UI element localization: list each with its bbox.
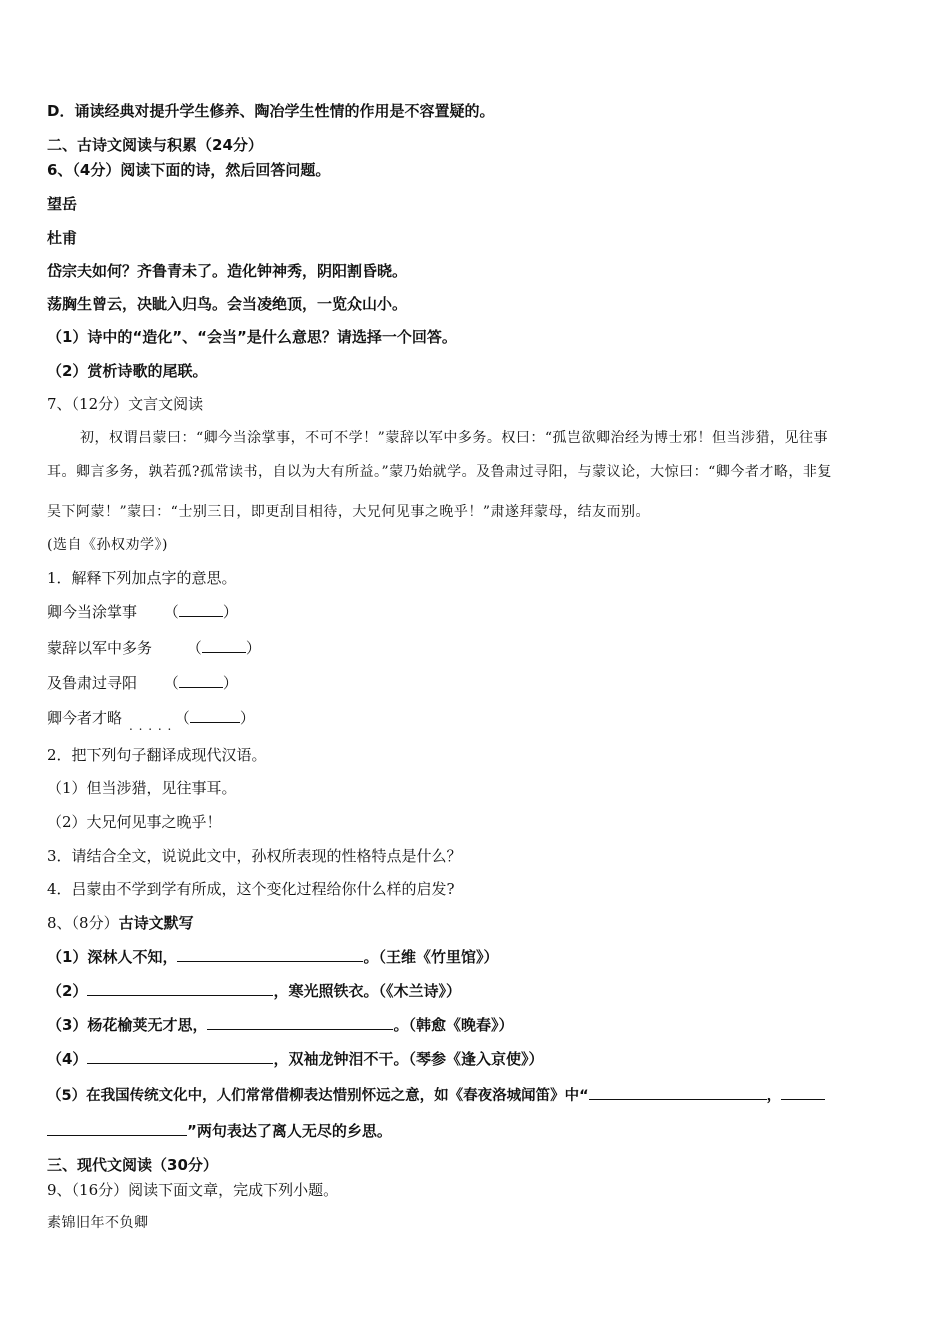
answer-blank[interactable] [190, 708, 240, 723]
emphasis-dots: . . . . . [129, 719, 173, 733]
paren-close: ） [222, 603, 238, 621]
fill-blank[interactable] [781, 1085, 825, 1100]
paren-close: ） [245, 639, 261, 657]
paren-open: （ [163, 603, 179, 621]
q8-item-4-post: ，双袖龙钟泪不干。（琴参《逢入京使》） [273, 1050, 544, 1068]
q8-prompt-title: 古诗文默写 [118, 914, 194, 932]
word-item-4 [47, 708, 910, 733]
question-7-prompt: 7、（12分）文言文阅读 [47, 395, 204, 413]
q7-task-4: 4．吕蒙由不学到学有所成，这个变化过程给你什么样的启发? [47, 880, 455, 898]
fill-blank[interactable] [87, 981, 273, 996]
q7-task-2-1: （1）但当涉猎，见往事耳。 [47, 779, 237, 797]
q6-prompt-text: 6、（4分）阅读下面的诗，然后回答问题。 [47, 161, 331, 179]
q8-item-4 [47, 1049, 910, 1069]
answer-blank[interactable] [202, 638, 246, 653]
q8-item-3-pre: （3）杨花榆荚无才思， [47, 1016, 208, 1034]
article-title: 素锦旧年不负卿 [47, 1215, 149, 1231]
paren-open: （ [174, 709, 190, 727]
answer-blank[interactable] [179, 602, 223, 617]
paren-close: ） [239, 709, 255, 727]
section-heading-modern: 三、现代文阅读（30分） [47, 1156, 218, 1174]
paren-close: ） [222, 674, 238, 692]
option-d: D．诵读经典对提升学生修养、陶冶学生性情的作用是不容置疑的。 [47, 102, 495, 120]
poem-author: 杜甫 [47, 229, 78, 247]
question-9-prompt: 9、（16分）阅读下面文章，完成下列小题。 [47, 1181, 339, 1199]
passage-line-2: 耳。卿言多务，孰若孤?孤常读书，自以为大有所益。”蒙乃始就学。及鲁肃过寻阳，与蒙议论，大惊曰：“卿今者才略，非复 [47, 464, 832, 480]
q8-item-1 [47, 947, 910, 967]
q8-item-5-post: ”两句表达了离人无尽的乡思。 [187, 1122, 392, 1140]
q7-task-2: 2．把下列句子翻译成现代汉语。 [47, 746, 267, 764]
q8-item-5-cont [47, 1121, 910, 1141]
fill-blank[interactable] [87, 1049, 273, 1064]
q7-task-3: 3．请结合全文，说说此文中，孙权所表现的性格特点是什么？ [47, 847, 462, 865]
fill-blank[interactable] [177, 947, 363, 962]
poem-line-2: 荡胸生曾云，决眦入归鸟。会当凌绝顶，一览众山小。 [47, 295, 408, 313]
passage-line-1: 初，权谓吕蒙曰：“卿今当涂掌事，不可不学！”蒙辞以军中多务。权曰：“孤岂欲卿治经为博士邪！但当涉猎，见往事 [80, 430, 828, 446]
word-3-text: 及鲁肃过寻阳 [47, 674, 138, 692]
q8-item-4-pre: （4） [47, 1050, 88, 1068]
q7-task-2-2: （2）大兄何见事之晚乎！ [47, 813, 222, 831]
fill-blank[interactable] [589, 1085, 767, 1100]
q8-item-2-pre: （2） [47, 982, 88, 1000]
q6-sub-1: （1）诗中的“造化”、“会当”是什么意思？请选择一个回答。 [47, 328, 457, 346]
q8-item-2 [47, 981, 910, 1001]
q8-prompt-num: 8、（8分） [47, 914, 119, 932]
poem-line-1: 岱宗夫如何？齐鲁青未了。造化钟神秀，阴阳割昏晓。 [47, 262, 408, 280]
q8-item-5-mid: ， [766, 1088, 782, 1104]
passage-source: (选自《孙权劝学》) [47, 537, 168, 553]
q8-item-3-post: 。（韩愈《晚春》） [393, 1016, 514, 1034]
q8-item-1-post: 。（王维《竹里馆》） [363, 948, 499, 966]
word-item-3 [47, 673, 910, 693]
q8-item-3 [47, 1015, 910, 1035]
poem-title: 望岳 [47, 195, 78, 213]
paren-open: （ [163, 674, 179, 692]
q8-item-5 [47, 1085, 910, 1106]
q8-item-1-pre: （1）深林人不知， [47, 948, 178, 966]
question-8-prompt [47, 913, 910, 933]
passage-line-3: 吴下阿蒙！”蒙曰：“士别三日，即更刮目相待，大兄何见事之晚乎！”肃遂拜蒙母，结友而别。 [47, 504, 650, 520]
question-6-prompt [47, 160, 910, 180]
word-4-text: 卿今者才略 [47, 709, 123, 727]
q8-item-5-pre: （5）在我国传统文化中，人们常常借柳表达惜别怀远之意，如《春夜洛城闻笛》中“ [47, 1088, 589, 1104]
answer-blank[interactable] [179, 673, 223, 688]
fill-blank[interactable] [207, 1015, 393, 1030]
section-heading-classical: 二、古诗文阅读与积累（24分） [47, 136, 263, 154]
paren-open: （ [186, 639, 202, 657]
q8-item-2-post: ，寒光照铁衣。（《木兰诗》） [273, 982, 461, 1000]
word-item-1 [47, 602, 910, 622]
fill-blank[interactable] [47, 1121, 187, 1136]
word-1-text: 卿今当涂掌事 [47, 603, 138, 621]
q6-sub-2: （2）赏析诗歌的尾联。 [47, 362, 208, 380]
word-2-text: 蒙辞以军中多务 [47, 639, 153, 657]
q7-task-1: 1．解释下列加点字的意思。 [47, 569, 237, 587]
word-item-2 [47, 638, 910, 658]
